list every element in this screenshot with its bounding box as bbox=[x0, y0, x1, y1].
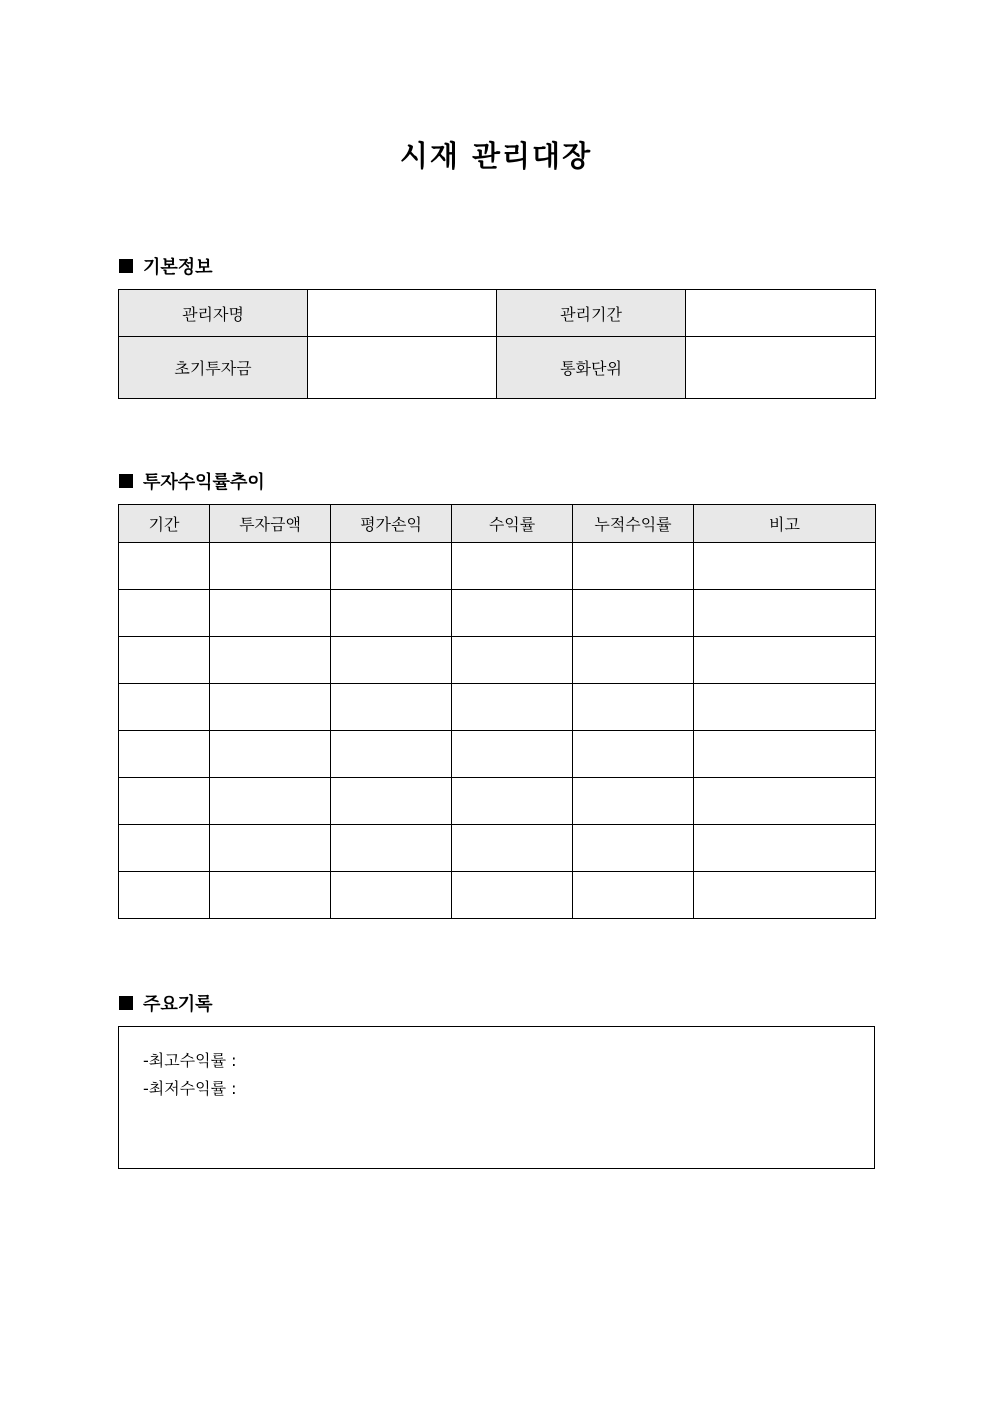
table-cell[interactable] bbox=[452, 731, 573, 778]
table-row bbox=[119, 872, 876, 919]
square-bullet-icon bbox=[119, 259, 133, 273]
table-cell[interactable] bbox=[573, 637, 694, 684]
table-cell[interactable] bbox=[119, 825, 210, 872]
square-bullet-icon bbox=[119, 474, 133, 488]
table-header-row bbox=[119, 505, 876, 543]
table-cell[interactable] bbox=[331, 590, 452, 637]
key-records-box[interactable] bbox=[118, 1026, 875, 1169]
table-cell[interactable] bbox=[119, 731, 210, 778]
table-cell[interactable] bbox=[694, 684, 876, 731]
return-trend-heading bbox=[119, 468, 265, 494]
return-trend-heading-label: 투자수익률추이 bbox=[143, 472, 265, 493]
table-cell[interactable] bbox=[210, 590, 331, 637]
table-cell[interactable] bbox=[210, 543, 331, 590]
table-row bbox=[119, 543, 876, 590]
table-cell[interactable] bbox=[452, 637, 573, 684]
highest-return-line: -최고수익률 : bbox=[143, 1051, 237, 1070]
column-header-period: 기간 bbox=[119, 505, 210, 543]
table-cell[interactable] bbox=[210, 731, 331, 778]
table-cell[interactable] bbox=[573, 731, 694, 778]
lowest-return-line: -최저수익률 : bbox=[143, 1079, 237, 1098]
page-title: 시재 관리대장 bbox=[399, 139, 593, 173]
column-header-return-rate: 수익률 bbox=[452, 505, 573, 543]
table-cell[interactable] bbox=[331, 778, 452, 825]
column-header-valuation-pnl: 평가손익 bbox=[331, 505, 452, 543]
table-cell[interactable] bbox=[119, 778, 210, 825]
table-cell[interactable] bbox=[210, 778, 331, 825]
basic-info-row bbox=[119, 290, 876, 337]
table-cell[interactable] bbox=[119, 872, 210, 919]
table-cell[interactable] bbox=[331, 684, 452, 731]
table-cell[interactable] bbox=[210, 872, 331, 919]
table-cell[interactable] bbox=[210, 825, 331, 872]
initial-investment-field[interactable] bbox=[308, 337, 497, 399]
basic-info-heading bbox=[119, 253, 213, 279]
column-header-investment-amount: 투자금액 bbox=[210, 505, 331, 543]
table-cell[interactable] bbox=[210, 637, 331, 684]
table-cell[interactable] bbox=[573, 778, 694, 825]
table-cell[interactable] bbox=[694, 872, 876, 919]
table-cell[interactable] bbox=[331, 731, 452, 778]
management-period-field[interactable] bbox=[686, 290, 876, 337]
table-cell[interactable] bbox=[694, 590, 876, 637]
table-cell[interactable] bbox=[452, 590, 573, 637]
table-cell[interactable] bbox=[452, 684, 573, 731]
table-cell[interactable] bbox=[452, 872, 573, 919]
table-cell[interactable] bbox=[452, 543, 573, 590]
column-header-cumulative-return: 누적수익률 bbox=[573, 505, 694, 543]
table-row bbox=[119, 825, 876, 872]
basic-info-row bbox=[119, 337, 876, 399]
table-cell[interactable] bbox=[119, 590, 210, 637]
table-row bbox=[119, 637, 876, 684]
table-cell[interactable] bbox=[331, 872, 452, 919]
table-cell[interactable] bbox=[452, 825, 573, 872]
table-cell[interactable] bbox=[331, 825, 452, 872]
table-cell[interactable] bbox=[210, 684, 331, 731]
table-cell[interactable] bbox=[694, 637, 876, 684]
table-row bbox=[119, 778, 876, 825]
column-header-remarks: 비고 bbox=[694, 505, 876, 543]
table-cell[interactable] bbox=[694, 825, 876, 872]
key-records-heading-label: 주요기록 bbox=[143, 994, 213, 1015]
basic-info-table bbox=[118, 289, 876, 399]
currency-unit-label: 통화단위 bbox=[497, 337, 686, 399]
table-cell[interactable] bbox=[331, 543, 452, 590]
table-cell[interactable] bbox=[573, 684, 694, 731]
initial-investment-label: 초기투자금 bbox=[119, 337, 308, 399]
table-cell[interactable] bbox=[573, 872, 694, 919]
table-cell[interactable] bbox=[694, 543, 876, 590]
manager-name-label: 관리자명 bbox=[119, 290, 308, 337]
table-cell[interactable] bbox=[119, 637, 210, 684]
key-records-heading bbox=[119, 990, 213, 1016]
square-bullet-icon bbox=[119, 996, 133, 1010]
management-period-label: 관리기간 bbox=[497, 290, 686, 337]
currency-unit-field[interactable] bbox=[686, 337, 876, 399]
table-cell[interactable] bbox=[573, 825, 694, 872]
table-cell[interactable] bbox=[573, 543, 694, 590]
table-cell[interactable] bbox=[694, 778, 876, 825]
table-cell[interactable] bbox=[119, 543, 210, 590]
table-cell[interactable] bbox=[331, 637, 452, 684]
table-cell[interactable] bbox=[119, 684, 210, 731]
table-row bbox=[119, 684, 876, 731]
basic-info-heading-label: 기본정보 bbox=[143, 257, 213, 278]
table-cell[interactable] bbox=[452, 778, 573, 825]
table-row bbox=[119, 590, 876, 637]
table-cell[interactable] bbox=[573, 590, 694, 637]
table-row bbox=[119, 731, 876, 778]
return-trend-table bbox=[118, 504, 876, 919]
manager-name-field[interactable] bbox=[308, 290, 497, 337]
table-cell[interactable] bbox=[694, 731, 876, 778]
